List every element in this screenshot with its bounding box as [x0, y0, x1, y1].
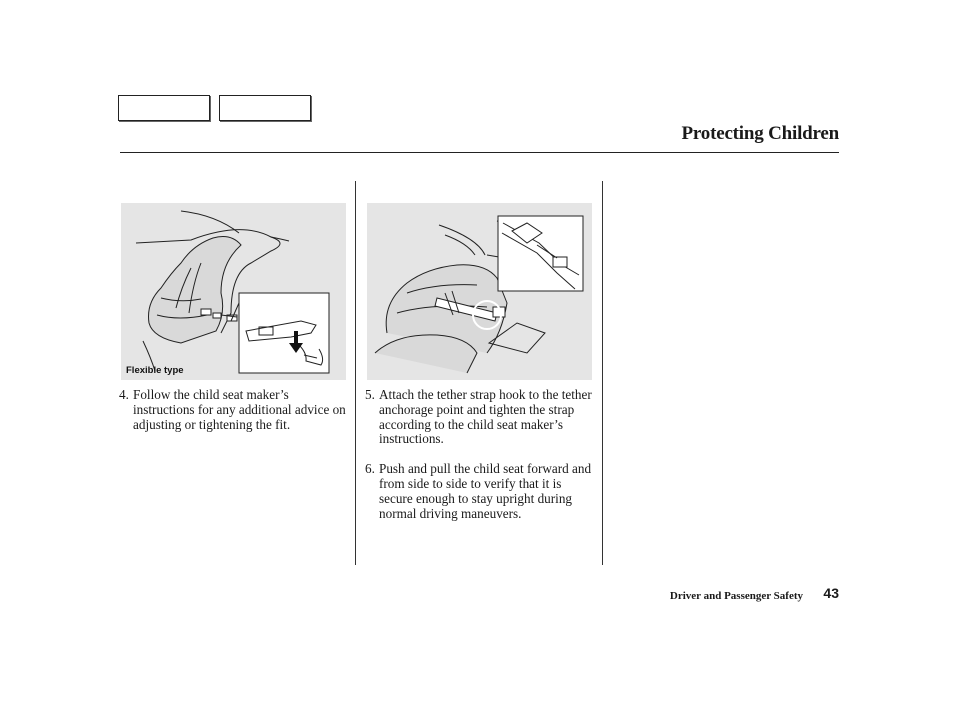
step-text: Push and pull the child seat forward and from side to side to verify that it is secure enough to stay upright during normal driving maneuvers. — [379, 461, 592, 521]
column-divider — [602, 181, 603, 565]
child-seat-flexible-illustration — [121, 203, 346, 380]
step-number: 5. — [365, 387, 375, 402]
instruction-step — [365, 462, 597, 521]
step-text: Follow the child seat maker’s instructions for any additional advice on adjusting or tightening the fit. — [133, 387, 346, 432]
instruction-step — [119, 388, 347, 432]
column-divider — [355, 181, 356, 565]
page-number: 43 — [823, 585, 839, 601]
instruction-column-1 — [119, 388, 347, 447]
title-rule — [120, 152, 839, 153]
nav-button-previous[interactable] — [118, 95, 210, 121]
step-text: Attach the tether strap hook to the tether anchorage point and tighten the strap according to the child seat maker’s instructions. — [379, 387, 592, 447]
tether-anchorage-illustration — [367, 203, 592, 380]
figure-caption: Flexible type — [126, 365, 184, 376]
step-number: 6. — [365, 461, 375, 477]
page-title: Protecting Children — [681, 123, 839, 144]
tether-drawing — [367, 203, 592, 380]
instruction-step — [365, 388, 597, 447]
instruction-column-2 — [365, 388, 597, 536]
section-footer-label: Driver and Passenger Safety — [669, 590, 803, 602]
nav-button-next[interactable] — [219, 95, 311, 121]
child-seat-drawing — [121, 203, 346, 380]
step-number: 4. — [119, 387, 129, 402]
